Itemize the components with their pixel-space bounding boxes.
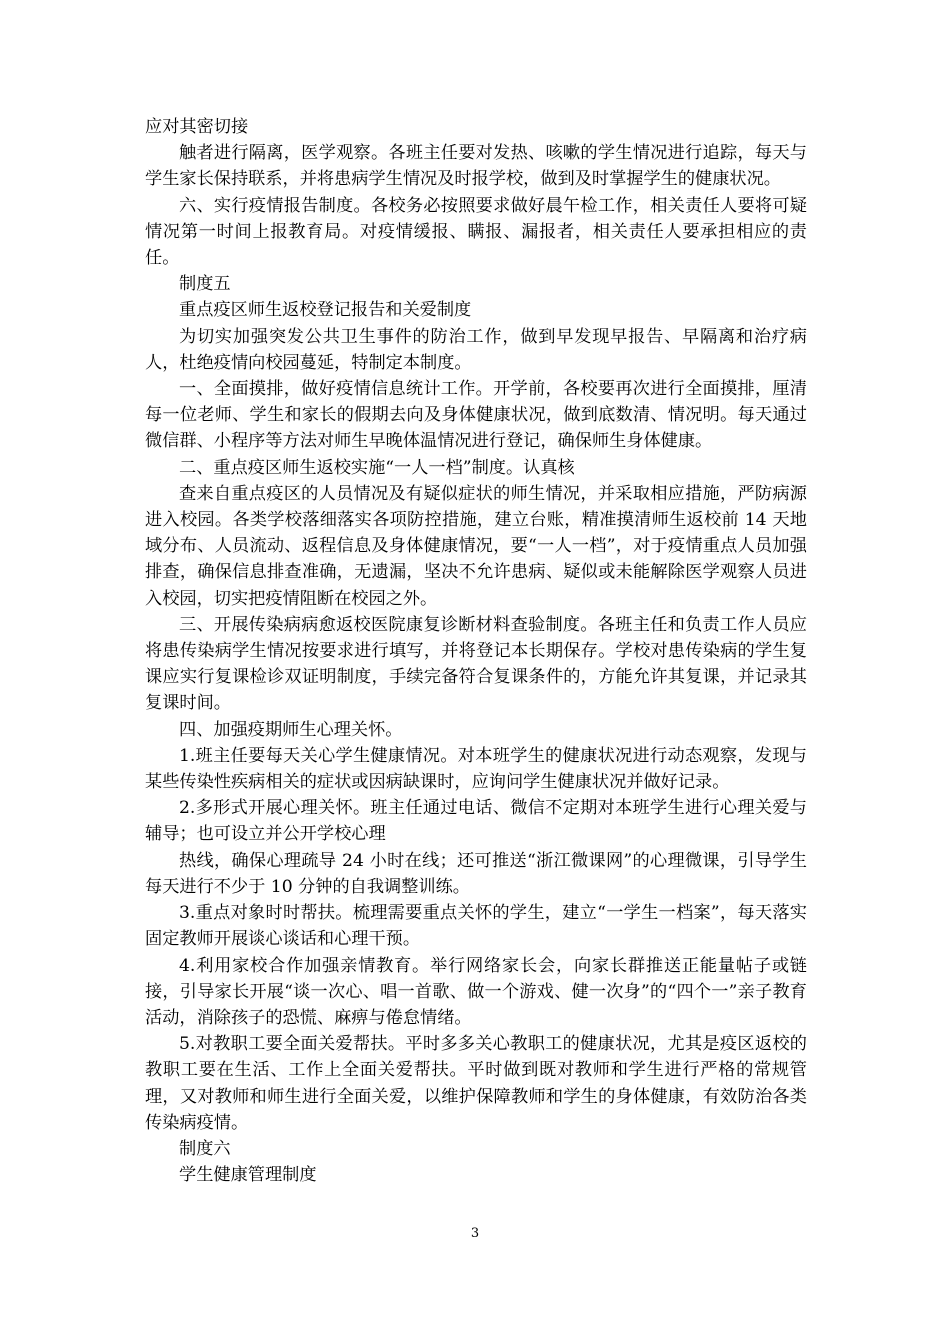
paragraph: 二、重点疫区师生返校实施“一人一档”制度。认真核 <box>179 457 575 478</box>
section-title: 重点疫区师生返校登记报告和关爱制度 <box>179 300 472 321</box>
paragraph: 四、加强疫期师生心理关怀。 <box>179 719 403 740</box>
paragraph: 1.班主任要每天关心学生健康情况。对本班学生的健康状况进行动态观察，发现与某些传染性疾病相关的症状或因病缺课时，应询问学生健康状况并做好记录。 <box>145 745 807 793</box>
paragraph: 触者进行隔离，医学观察。各班主任要对发热、咳嗽的学生情况进行追踪，每天与学生家长保持联系，并将患病学生情况及时报学校，做到及时掌握学生的健康状况。 <box>145 143 807 190</box>
paragraph: 2.多形式开展心理关怀。班主任通过电话、微信不定期对本班学生进行心理关爱与辅导；也可设立并公开学校心理 <box>145 798 807 845</box>
paragraph: 应对其密切接 <box>145 117 249 137</box>
paragraph: 热线，确保心理疏导 24 小时在线；还可推送“浙江微课网”的心理微课，引导学生每天进行不少于 10 分钟的自我调整训练。 <box>145 850 807 897</box>
page-number: 3 <box>470 1226 480 1241</box>
paragraph: 六、实行疫情报告制度。各校务必按照要求做好晨午检工作，相关责任人要将可疑情况第一时间上报教育局。对疫情缓报、瞒报、漏报者，相关责任人要承担相应的责任。 <box>145 195 807 269</box>
paragraph: 3.重点对象时时帮扶。梳理需要重点关怀的学生，建立“一学生一档案”，每天落实固定教师开展谈心谈话和心理干预。 <box>145 903 807 950</box>
paragraph: 一、全面摸排，做好疫情信息统计工作。开学前，各校要再次进行全面摸排，厘清每一位老师、学生和家长的假期去向及身体健康状况，做到底数清、情况明。每天通过微信群、小程序等方法对师生早晚体温情况进行登记，确保师生身体健康。 <box>145 379 807 452</box>
paragraph: 4.利用家校合作加强亲情教育。举行网络家长会，向家长群推送正能量帖子或链接，引导家长开展“谈一次心、唱一首歌、做一个游戏、健一次身”的“四个一”亲子教育活动，消除孩子的恐慌、麻痹与倦怠情绪。 <box>145 955 807 1028</box>
paragraph: 5.对教职工要全面关爱帮扶。平时多多关心教职工的健康状况，尤其是疫区返校的教职工要在生活、工作上全面关爱帮扶。平时做到既对教师和学生进行严格的常规管理，又对教师和师生进行全面关爱，以维护保障教师和学生的身体健康，有效防治各类传染病疫情。 <box>145 1034 807 1133</box>
document-body <box>145 114 807 1188</box>
section-title: 学生健康管理制度 <box>179 1165 317 1186</box>
paragraph: 为切实加强突发公共卫生事件的防治工作，做到早发现早报告、早隔离和治疗病人，杜绝疫情向校园蔓延，特制定本制度。 <box>145 326 807 373</box>
section-heading: 制度六 <box>179 1138 231 1159</box>
paragraph: 查来自重点疫区的人员情况及有疑似症状的师生情况，并采取相应措施，严防病源进入校园。各类学校落细落实各项防控措施，建立台账，精准摸清师生返校前 14 天地域分布、人员流动、返程信息及身体健康情况，要“一人一档”，对于疫情重点人员加强排查，确保信息排查准确，无遗漏，坚决不允许患病、疑似或未能解除医学观察人员进入校园，切实把疫情阻断在校园之外。 <box>145 483 807 609</box>
section-heading: 制度五 <box>179 274 231 295</box>
paragraph: 三、开展传染病病愈返校医院康复诊断材料查验制度。各班主任和负责工作人员应将患传染病学生情况按要求进行填写，并将登记本长期保存。学校对患传染病的学生复课应实行复课检诊双证明制度，手续完备符合复课条件的，方能允许其复课，并记录其复课时间。 <box>145 614 807 714</box>
